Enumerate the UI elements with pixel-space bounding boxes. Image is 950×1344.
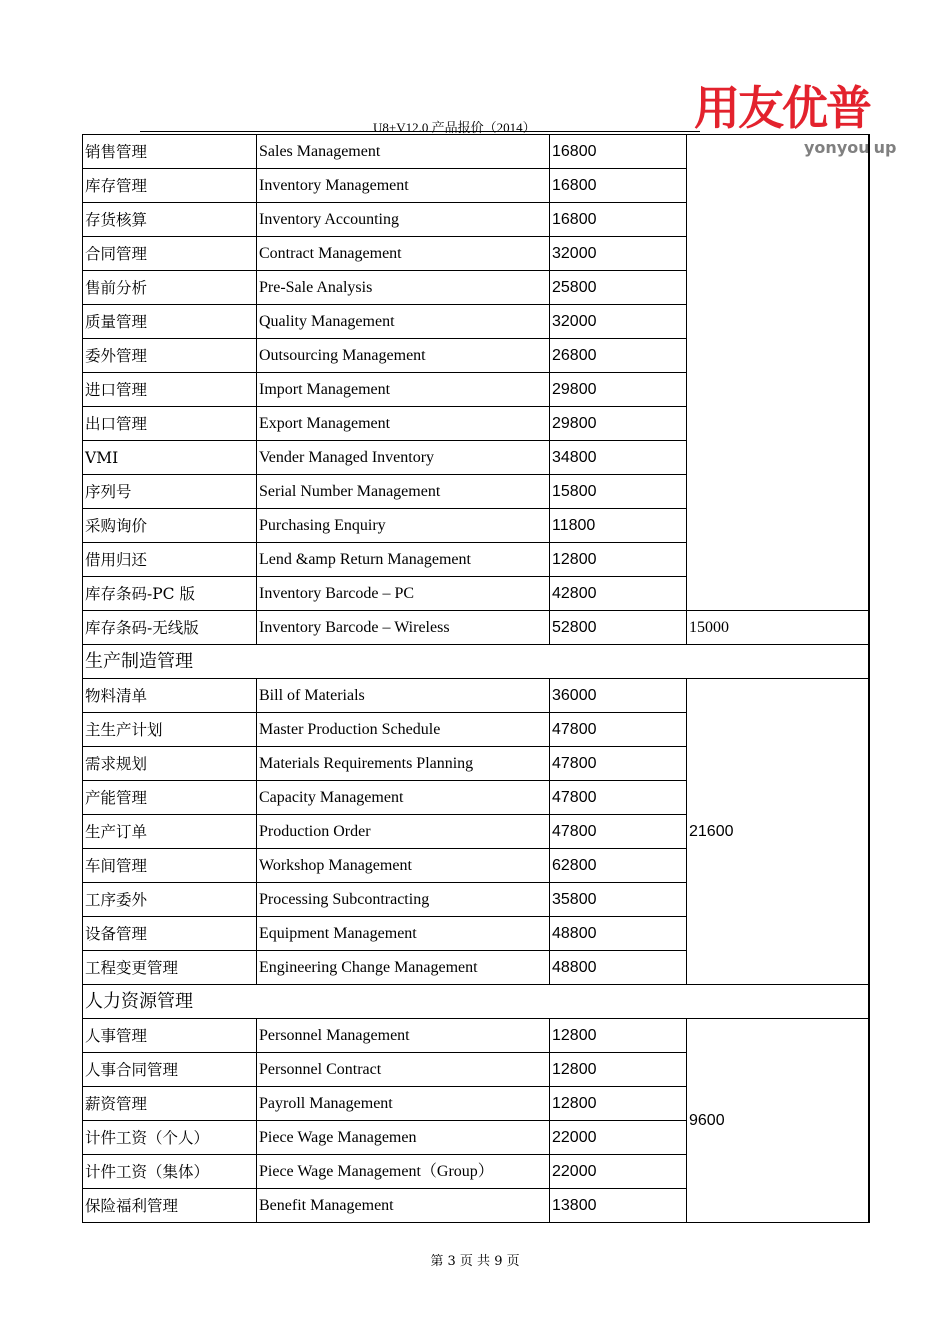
module-price: 25800: [550, 271, 687, 305]
module-price: 47800: [550, 781, 687, 815]
table-row: [83, 679, 869, 713]
module-price: 16800: [550, 169, 687, 203]
module-price: 12800: [550, 1087, 687, 1121]
module-price: 48800: [550, 917, 687, 951]
module-name-cn: 合同管理: [83, 237, 257, 271]
module-name-en: Benefit Management: [257, 1189, 550, 1223]
module-price: 35800: [550, 883, 687, 917]
module-price: 29800: [550, 407, 687, 441]
module-price: 12800: [550, 1053, 687, 1087]
module-price: 15800: [550, 475, 687, 509]
module-name-en: Piece Wage Management（Group）: [257, 1155, 550, 1189]
section-manufacturing-group-price: 21600: [687, 679, 869, 985]
module-price: 32000: [550, 305, 687, 339]
module-price: 42800: [550, 577, 687, 611]
module-name-cn: 需求规划: [83, 747, 257, 781]
page-header-title: U8+V12.0 产品报价（2014）: [373, 120, 536, 135]
section-hr-title: 人力资源管理: [83, 985, 869, 1019]
module-price: 22000: [550, 1121, 687, 1155]
module-name-en: Inventory Barcode – PC: [257, 577, 550, 611]
price-table: [82, 134, 870, 1223]
module-price: 16800: [550, 135, 687, 169]
module-name-cn: 质量管理: [83, 305, 257, 339]
section-header-row: [83, 985, 869, 1019]
module-name-en: Sales Management: [257, 135, 550, 169]
module-name-cn: 委外管理: [83, 339, 257, 373]
module-name-cn: 库存条码-PC 版: [83, 577, 257, 611]
module-price: 52800: [550, 611, 687, 645]
module-name-cn: 产能管理: [83, 781, 257, 815]
module-price: 34800: [550, 441, 687, 475]
module-extra-price: 15000: [687, 611, 869, 645]
module-name-en: Export Management: [257, 407, 550, 441]
section-header-row: [83, 645, 869, 679]
module-name-cn: VMI: [83, 441, 257, 475]
module-name-en: Master Production Schedule: [257, 713, 550, 747]
module-name-cn: 车间管理: [83, 849, 257, 883]
module-name-cn: 人事合同管理: [83, 1053, 257, 1087]
module-name-en: Import Management: [257, 373, 550, 407]
table-row: [83, 135, 869, 169]
table-row: [83, 611, 869, 645]
module-price: 22000: [550, 1155, 687, 1189]
module-price: 12800: [550, 1019, 687, 1053]
module-name-en: Workshop Management: [257, 849, 550, 883]
module-name-cn: 工序委外: [83, 883, 257, 917]
table-row: [83, 1019, 869, 1053]
module-name-cn: 计件工资（个人）: [83, 1121, 257, 1155]
section-hr-group-price: 9600: [687, 1019, 869, 1223]
module-name-en: Vender Managed Inventory: [257, 441, 550, 475]
module-name-en: Payroll Management: [257, 1087, 550, 1121]
module-price: 47800: [550, 815, 687, 849]
module-name-en: Inventory Barcode – Wireless: [257, 611, 550, 645]
module-name-cn: 计件工资（集体）: [83, 1155, 257, 1189]
module-name-cn: 薪资管理: [83, 1087, 257, 1121]
module-price: 47800: [550, 713, 687, 747]
module-price: 32000: [550, 237, 687, 271]
module-price: 29800: [550, 373, 687, 407]
page-footer: 第 3 页 共 9 页: [430, 1254, 520, 1269]
module-price: 13800: [550, 1189, 687, 1223]
module-name-en: Personnel Management: [257, 1019, 550, 1053]
module-name-en: Purchasing Enquiry: [257, 509, 550, 543]
module-name-cn: 序列号: [83, 475, 257, 509]
header-rule: [140, 131, 700, 132]
section-manufacturing-title: 生产制造管理: [83, 645, 869, 679]
module-price: 26800: [550, 339, 687, 373]
module-name-en: Production Order: [257, 815, 550, 849]
group-price-cell: [687, 135, 869, 611]
module-name-en: Contract Management: [257, 237, 550, 271]
module-name-cn: 进口管理: [83, 373, 257, 407]
module-name-cn: 保险福利管理: [83, 1189, 257, 1223]
module-price: 62800: [550, 849, 687, 883]
module-name-cn: 借用归还: [83, 543, 257, 577]
module-name-cn: 生产订单: [83, 815, 257, 849]
module-name-cn: 人事管理: [83, 1019, 257, 1053]
logo-english-suffix: up: [873, 138, 897, 157]
module-price: 47800: [550, 747, 687, 781]
logo-english-word: yonyou: [804, 138, 870, 157]
module-price: 36000: [550, 679, 687, 713]
module-name-en: Personnel Contract: [257, 1053, 550, 1087]
module-name-en: Materials Requirements Planning: [257, 747, 550, 781]
module-name-en: Pre-Sale Analysis: [257, 271, 550, 305]
module-price: 48800: [550, 951, 687, 985]
module-name-en: Outsourcing Management: [257, 339, 550, 373]
module-name-en: Piece Wage Managemen: [257, 1121, 550, 1155]
module-name-en: Capacity Management: [257, 781, 550, 815]
module-price: 16800: [550, 203, 687, 237]
module-name-en: Processing Subcontracting: [257, 883, 550, 917]
module-name-en: Quality Management: [257, 305, 550, 339]
module-price: 12800: [550, 543, 687, 577]
module-name-en: Inventory Management: [257, 169, 550, 203]
module-name-en: Equipment Management: [257, 917, 550, 951]
module-name-cn: 销售管理: [83, 135, 257, 169]
module-name-cn: 库存条码-无线版: [83, 611, 257, 645]
module-name-en: Bill of Materials: [257, 679, 550, 713]
module-name-en: Engineering Change Management: [257, 951, 550, 985]
module-name-cn: 出口管理: [83, 407, 257, 441]
module-name-cn: 物料清单: [83, 679, 257, 713]
module-name-en: Serial Number Management: [257, 475, 550, 509]
module-name-cn: 存货核算: [83, 203, 257, 237]
module-name-en: Lend &amp Return Management: [257, 543, 550, 577]
module-price: 11800: [550, 509, 687, 543]
module-name-cn: 主生产计划: [83, 713, 257, 747]
logo-chinese-text: 用友优普: [694, 81, 870, 135]
price-table-body: [83, 135, 869, 1223]
module-name-en: Inventory Accounting: [257, 203, 550, 237]
module-name-cn: 售前分析: [83, 271, 257, 305]
module-name-cn: 工程变更管理: [83, 951, 257, 985]
module-name-cn: 采购询价: [83, 509, 257, 543]
module-name-cn: 库存管理: [83, 169, 257, 203]
module-name-cn: 设备管理: [83, 917, 257, 951]
